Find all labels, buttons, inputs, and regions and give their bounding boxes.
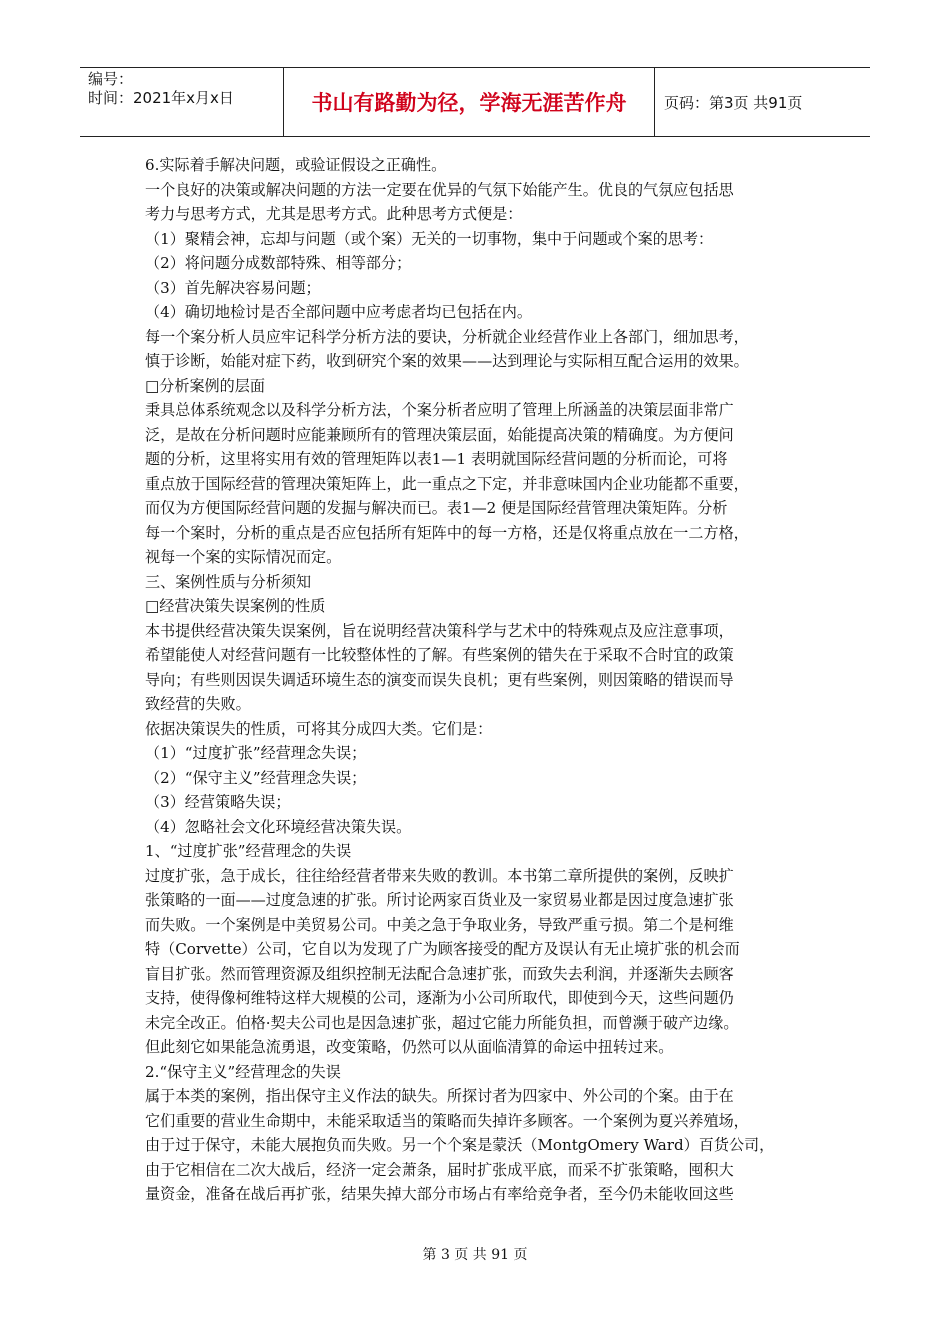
text-line: 由于它相信在二次大战后，经济一定会萧条，届时扩张成平底，而采不扩张策略，囤积大	[145, 1160, 734, 1179]
text-line: □分析案例的层面	[145, 376, 265, 395]
text-line: （1）“过度扩张”经营理念失误；	[145, 744, 367, 762]
text-line: 它们重要的营业生命期中，未能采取适当的策略而失掉许多顾客。一个案例为夏兴养殖场，	[145, 1111, 749, 1130]
text-line: 视每一个案的实际情况而定。	[145, 548, 342, 566]
text-line: （1）聚精会神，忘却与问题（或个案）无关的一切事物，集中于问题或个案的思考：	[145, 229, 714, 248]
page-info: 页码：第3页 共91页	[664, 93, 803, 112]
text-line: 导向；有些则因误失调适环境生态的演变而误失良机；更有些案例，则因策略的错误而导	[145, 670, 734, 689]
motto: 书山有路勤为径，学海无涯苦作舟	[283, 68, 655, 136]
text-line: 特（Corvette）公司，它自以为发现了广为顾客接受的配方及误认有无止境扩张的机会而	[145, 940, 740, 958]
text-line: （2）将问题分成数部特殊、相等部分；	[145, 254, 412, 272]
text-line: （3）经营策略失误；	[145, 793, 291, 811]
number-label: 编号：	[88, 70, 134, 88]
text-line: 量资金，准备在战后再扩张，结果失掉大部分市场占有率给竞争者，至今仍未能收回这些	[145, 1185, 734, 1203]
text-line: 支持，使得像柯维特这样大规模的公司，逐渐为小公司所取代，即使到今天，这些问题仍	[145, 989, 734, 1007]
text-line: 致经营的失败。	[145, 695, 251, 713]
text-line: （4）确切地检讨是否全部问题中应考虑者均已包括在内。	[145, 303, 532, 321]
text-line: （4）忽略社会文化环境经营决策失误。	[145, 817, 412, 836]
text-line: （2）“保守主义”经营理念失误；	[145, 768, 367, 787]
text-line: 每一个案分析人员应牢记科学分析方法的要诀，分析就企业经营作业上各部门，细加思考，	[145, 327, 749, 346]
text-line: 依据决策误失的性质，可将其分成四大类。它们是：	[145, 719, 493, 738]
document-body	[145, 153, 815, 1207]
text-line: 每一个案时，分析的重点是否应包括所有矩阵中的每一方格，还是仅将重点放在一二方格，	[145, 523, 749, 542]
text-line: 希望能使人对经营问题有一比较整体性的了解。有些案例的错失在于采取不合时宜的政策	[145, 646, 734, 664]
text-line: 未完全改正。伯格·契夫公司也是因急速扩张，超过它能力所能负担，而曾濒于破产边缘。	[145, 1013, 739, 1032]
text-line: 1、“过度扩张”经营理念的失误	[145, 842, 352, 860]
text-line: 由于过于保守，未能大展抱负而失败。另一个个案是蒙沃（MontgOmery Ward）百货公司，	[145, 1136, 775, 1154]
header-table	[80, 67, 870, 137]
text-line: 2.“保守主义”经营理念的失误	[145, 1062, 341, 1081]
text-line: 慎于诊断，始能对症下药，收到研究个案的效果——达到理论与实际相互配合运用的效果。	[145, 352, 749, 370]
text-line: 6.实际着手解决问题，或验证假设之正确性。	[145, 156, 447, 174]
header-meta	[80, 68, 283, 136]
text-line: 三、案例性质与分析须知	[145, 572, 312, 591]
text-line: 泛，是故在分析问题时应能兼顾所有的管理决策层面，始能提高决策的精确度。为方便问	[145, 425, 734, 444]
text-line: 重点放于国际经营的管理决策矩阵上，此一重点之下定，并非意味国内企业功能都不重要，	[145, 474, 749, 493]
date-label: 时间：2021年x月x日	[88, 89, 234, 107]
text-line: 考力与思考方式，尤其是思考方式。此种思考方式便是：	[145, 205, 523, 223]
text-line: 而失败。一个案例是中美贸易公司。中美之急于争取业务，导致严重亏损。第二个是柯维	[145, 915, 734, 934]
text-line: 盲目扩张。然而管理资源及组织控制无法配合急速扩张，而致失去利润，并逐渐失去顾客	[145, 964, 734, 983]
text-line: （3）首先解决容易问题；	[145, 278, 321, 297]
text-line: 过度扩张，急于成长，往往给经营者带来失败的教训。本书第二章所提供的案例，反映扩	[145, 866, 734, 885]
text-line: 秉具总体系统观念以及科学分析方法，个案分析者应明了管理上所涵盖的决策层面非常广	[145, 401, 734, 419]
text-line: 而仅为方便国际经营问题的发掘与解决而已。表1—2 便是国际经营管理决策矩阵。分析	[145, 499, 728, 517]
text-line: 属于本类的案例，指出保守主义作法的缺失。所探讨者为四家中、外公司的个案。由于在	[145, 1087, 734, 1105]
page-footer: 第 3 页 共 91 页	[422, 1247, 528, 1263]
text-line: 但此刻它如果能急流勇退，改变策略，仍然可以从面临清算的命运中扭转过来。	[145, 1038, 674, 1056]
text-line: □经营决策失误案例的性质	[145, 597, 326, 615]
text-line: 本书提供经营决策失误案例，旨在说明经营决策科学与艺术中的特殊观点及应注意事项，	[145, 621, 734, 640]
text-line: 题的分析，这里将实用有效的管理矩阵以表1—1 表明就国际经营问题的分析而论，可将	[145, 450, 728, 468]
text-line: 张策略的一面——过度急速的扩张。所讨论两家百货业及一家贸易业都是因过度急速扩张	[145, 891, 734, 909]
text-line: 一个良好的决策或解决问题的方法一定要在优异的气氛下始能产生。优良的气氛应包括思	[145, 180, 734, 199]
